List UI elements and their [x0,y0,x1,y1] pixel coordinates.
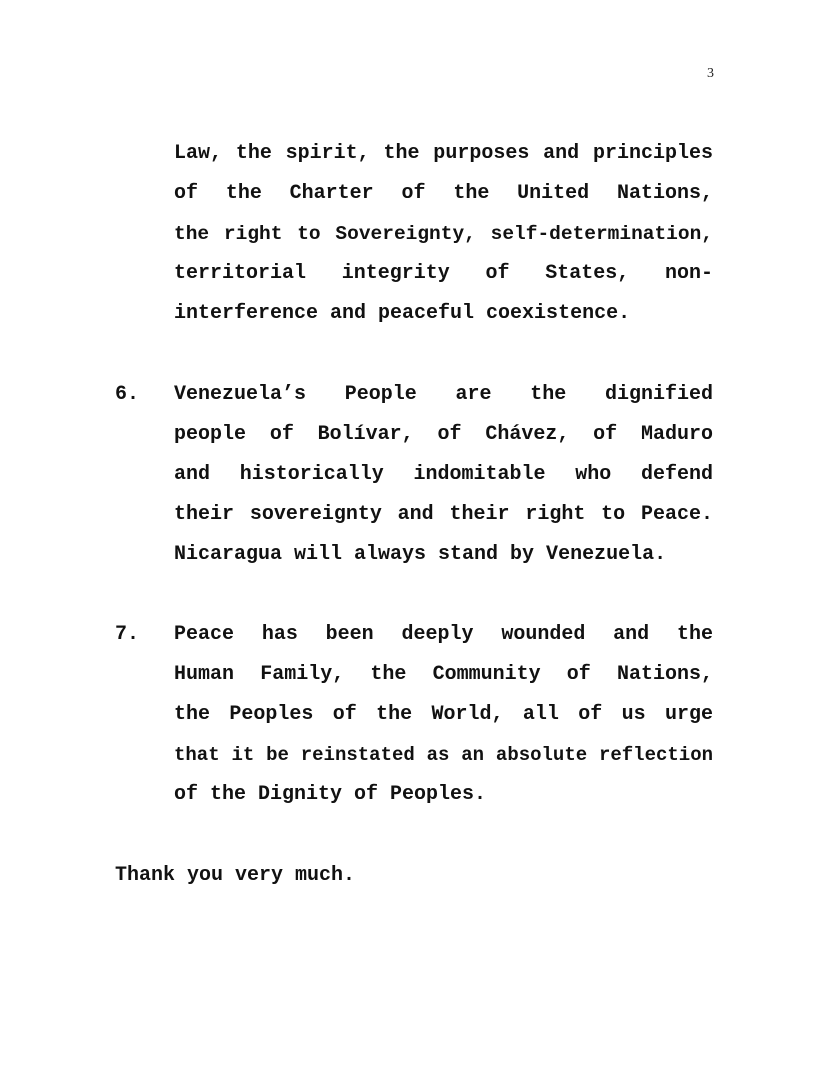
item-line: Human Family, the Community of Nations, [174,663,713,686]
item-line: that it be reinstated as an absolute reflection [174,744,713,766]
continuation-line: territorial integrity of States, non- [174,262,713,285]
continuation-line: Law, the spirit, the purposes and principles [174,142,713,165]
item-line: Venezuela’s People are the dignified [174,383,713,406]
item-line: of the Dignity of Peoples. [174,783,487,806]
page-number: 3 [707,66,714,81]
item-line: people of Bolívar, of Chávez, of Maduro [174,423,713,446]
item-line: the Peoples of the World, all of us urge [174,703,713,726]
item-line: their sovereignty and their right to Peace. [174,503,713,526]
closing-line: Thank you very much. [115,864,356,887]
item-line: Nicaragua will always stand by Venezuela. [174,543,667,566]
item-line: Peace has been deeply wounded and the [174,623,713,646]
continuation-line: the right to Sovereignty, self-determination, [174,223,713,245]
item-line: and historically indomitable who defend [174,463,713,486]
continuation-line: interference and peaceful coexistence. [174,302,631,325]
continuation-line: of the Charter of the United Nations, [174,182,713,205]
item-number: 6. [115,383,140,406]
item-number: 7. [115,623,140,646]
